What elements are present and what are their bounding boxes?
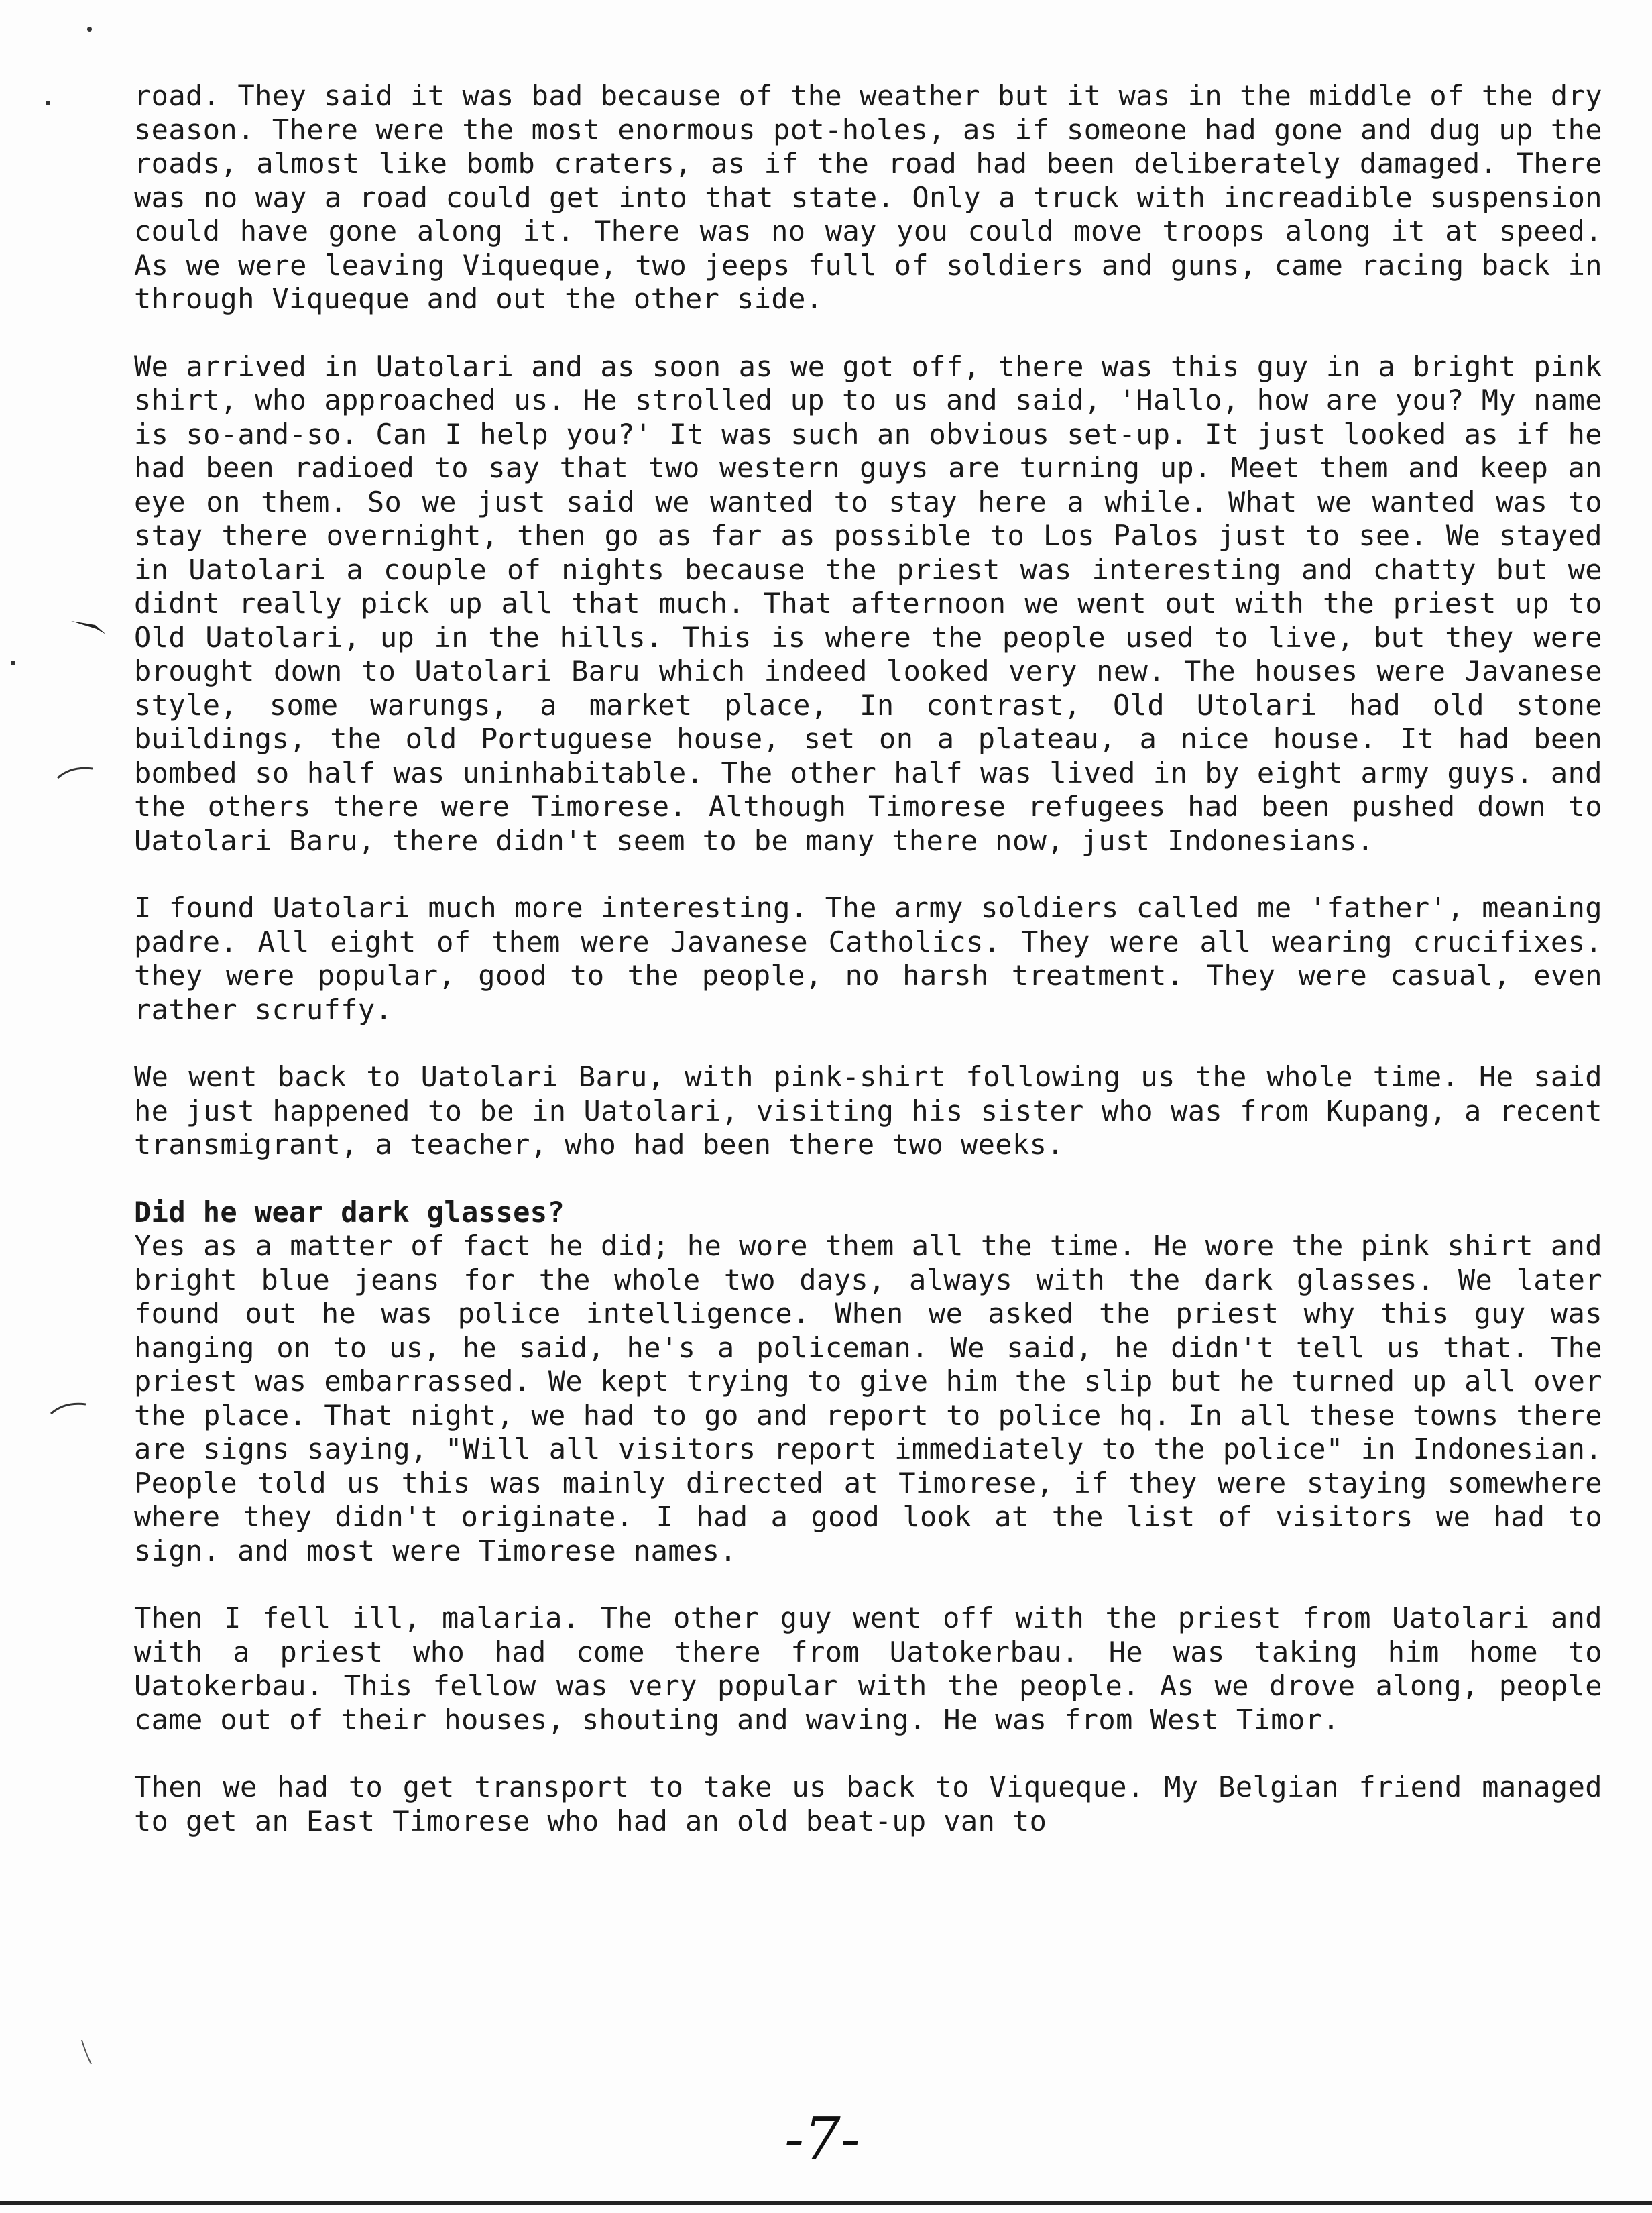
- margin-curl-mark: [48, 1400, 88, 1416]
- paragraph: road. They said it was bad because of the weather but it was in the middle of the dry season. There were the most enormous pot-holes, as if someone had gone and dug up the roads, almost like bomb craters, as if the road had been deliberately damaged. There was no way a road could get into that state. Only a truck with increadible suspension could have gone along it. There was no way you could move troops along it at speed. As we were leaving Viqueque, two jeeps full of soldiers and guns, came racing back in through Viqueque and out the other side.: [134, 79, 1602, 315]
- margin-dot: [87, 27, 92, 32]
- margin-tick-mark: [79, 2039, 93, 2065]
- document-body: [134, 79, 1602, 1838]
- page-number: -7-: [784, 2106, 860, 2173]
- margin-dot: [46, 101, 50, 105]
- paragraph: Then I fell ill, malaria. The other guy went off with the priest from Uatolari and with a priest who had come there from Uatokerbau. He was taking him home to Uatokerbau. This fellow was very popular with the people. As we drove along, people came out of their houses, shouting and waving. He was from West Timor.: [134, 1601, 1602, 1736]
- paragraph: We arrived in Uatolari and as soon as we got off, there was this guy in a bright pink shirt, who approached us. He strolled up to us and said, 'Hallo, how are you? My name is so-and-so. Can I help you?' It was such an obvious set-up. It just looked as if he had been radioed to say that two western guys are turning up. Meet them and keep an eye on them. So we just said we wanted to stay here a while. What we wanted was to stay there overnight, then go as far as possible to Los Palos just to see. We stayed in Uatolari a couple of nights because the priest was interesting and chatty but we didnt really pick up all that much. That afternoon we went out with the priest up to Old Uatolari, up in the hills. This is where the people used to live, but they were brought down to Uatolari Baru which indeed looked very new. The houses were Javanese style, some warungs, a market place, In contrast, Old Utolari had old stone buildings, the old Portuguese house, set on a plateau, a nice house. It had been bombed so half was uninhabitable. The other half was lived in by eight army guys. and the others there were Timorese. Although Timorese refugees had been pushed down to Uatolari Baru, there didn't seem to be many there now, just Indonesians.: [134, 349, 1602, 857]
- paragraph: We went back to Uatolari Baru, with pink-shirt following us the whole time. He said he just happened to be in Uatolari, visiting his sister who was from Kupang, a recent transmigrant, a teacher, who had been there two weeks.: [134, 1060, 1602, 1161]
- paragraph: Then we had to get transport to take us back to Viqueque. My Belgian friend managed to get an East Timorese who had an old beat-up van to: [134, 1770, 1602, 1837]
- page-bottom-edge: [0, 2201, 1652, 2205]
- margin-arrow-mark: [70, 616, 107, 636]
- interview-answer: Yes as a matter of fact he did; he wore them all the time. He wore the pink shirt and bright blue jeans for the whole two days, always with the dark glasses. We later found out he was police intelligence. When we asked the priest why this guy was hanging on to us, he said, he's a policeman. We said, he didn't tell us that. The priest was embarrassed. We kept trying to give him the slip but he turned up all over the place. That night, we had to go and report to police hq. In all these towns there are signs saying, "Will all visitors report immediately to the police" in Indonesian. People told us this was mainly directed at Timorese, if they were staying somewhere where they didn't originate. I had a good look at the list of visitors we had to sign. and most were Timorese names.: [134, 1229, 1602, 1567]
- margin-dot: [11, 661, 15, 665]
- paragraph: I found Uatolari much more interesting. The army soldiers called me 'father', meaning padre. All eight of them were Javanese Catholics. They were all wearing crucifixes. they were popular, good to the people, no harsh treatment. They were casual, even rather scruffy.: [134, 891, 1602, 1026]
- interview-question: Did he wear dark glasses?: [134, 1195, 565, 1229]
- margin-curl-mark: [55, 764, 95, 781]
